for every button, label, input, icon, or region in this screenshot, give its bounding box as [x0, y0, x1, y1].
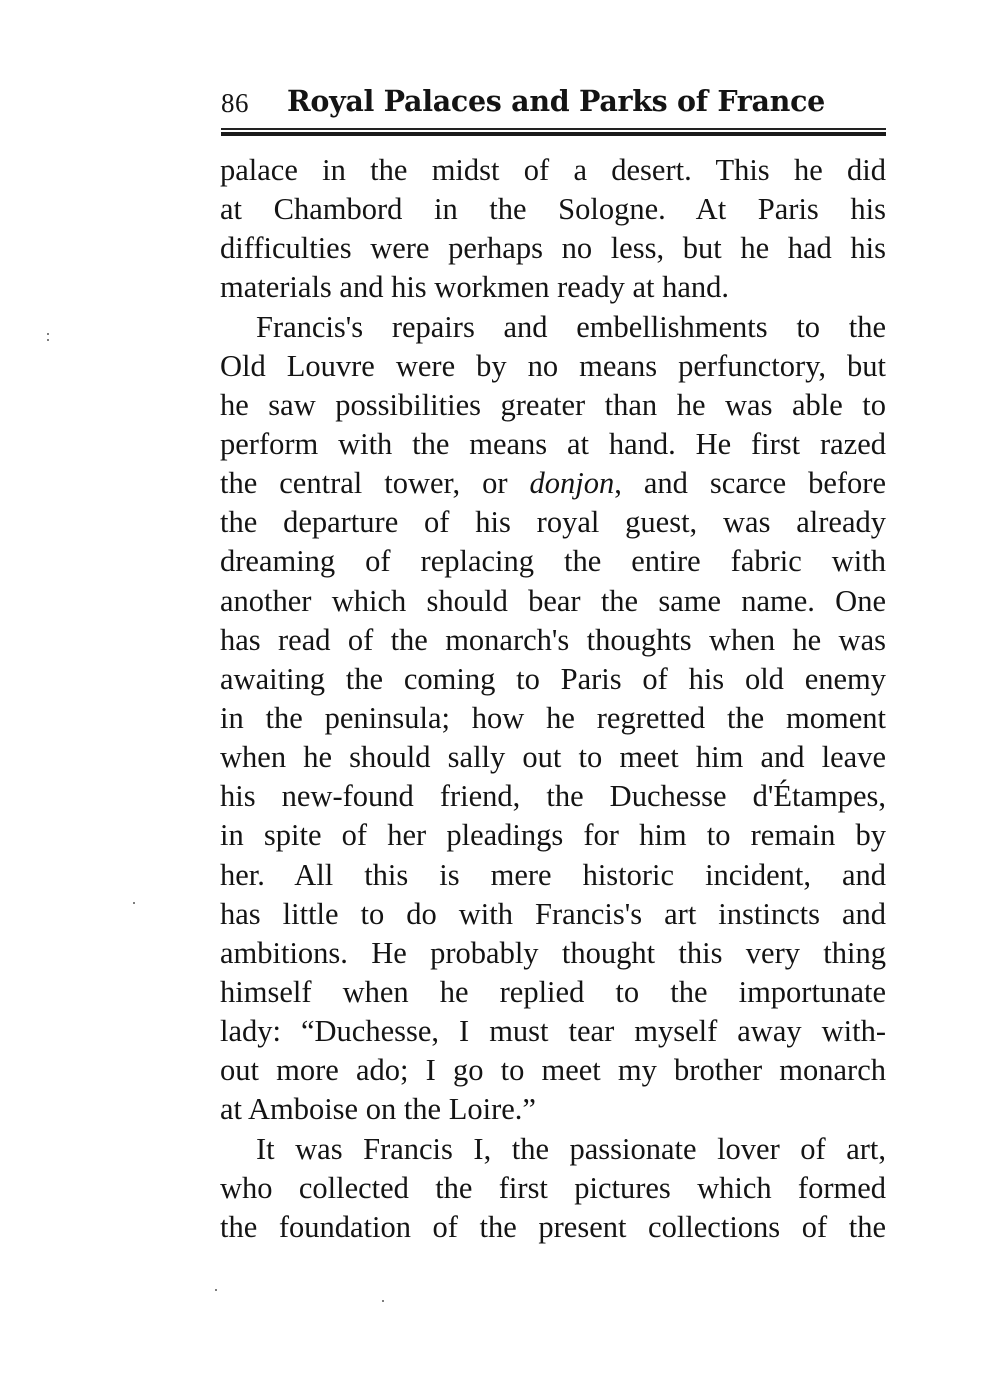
text-line: who collected the first pictures which formed: [220, 1170, 886, 1205]
text-line: the foundation of the present collections of the: [220, 1209, 886, 1244]
scan-speck: [47, 339, 49, 341]
running-title: Royal Palaces and Parks of France: [287, 84, 825, 118]
paragraph-3: [220, 1130, 886, 1247]
scan-speck: [47, 333, 49, 335]
line-lead: the central tower, or: [220, 466, 530, 501]
text-line: awaiting the coming to Paris of his old enemy: [220, 661, 886, 696]
text-line: materials and his workmen ready at hand.: [220, 270, 730, 305]
scan-speck: [382, 1300, 384, 1302]
scan-speck: [133, 902, 135, 904]
text-line: when he should sally out to meet him and leave: [220, 740, 886, 775]
text-line: he saw possibilities greater than he was able to: [220, 387, 886, 422]
text-line: has little to do with Francis's art instincts and: [220, 896, 886, 931]
text-line: the departure of his royal guest, was already: [220, 505, 886, 540]
text-line: out more ado; I go to meet my brother monarch: [220, 1053, 886, 1088]
text-line: at Chambord in the Sologne. At Paris his: [220, 192, 886, 227]
text-line: his new-found friend, the Duchesse d'Étampes,: [220, 779, 886, 814]
header-rule-thick: [221, 132, 886, 136]
text-line: has read of the monarch's thoughts when he was: [220, 622, 886, 657]
text-line: ambitions. He probably thought this very thing: [220, 935, 886, 970]
paragraph-1: [220, 151, 886, 308]
text-line: dreaming of replacing the entire fabric with: [220, 544, 886, 579]
text-line: at Amboise on the Loire.”: [220, 1092, 536, 1127]
text-line: It was Francis I, the passionate lover of art,: [256, 1131, 886, 1166]
body-text: [220, 151, 886, 1247]
text-line: in the peninsula; how he regretted the moment: [220, 700, 886, 735]
text-line: himself when he replied to the importunate: [220, 974, 886, 1009]
text-line: her. All this is mere historic incident, and: [220, 857, 886, 892]
text-line: palace in the midst of a desert. This he did: [220, 153, 886, 187]
italic-word: donjon: [529, 466, 615, 501]
text-line: lady: “Duchesse, I must tear myself away with-: [220, 1014, 886, 1049]
page-number: 86: [221, 88, 249, 118]
text-line-italic: [220, 464, 886, 503]
text-line: difficulties were perhaps no less, but he had his: [220, 231, 886, 266]
header-rule-thin: [221, 128, 886, 130]
page-header: [221, 84, 886, 124]
text-line: in spite of her pleadings for him to remain by: [220, 818, 886, 853]
text-line: Old Louvre were by no means perfunctory, but: [220, 348, 886, 383]
text-line: Francis's repairs and embellishments to the: [256, 309, 886, 344]
text-line: perform with the means at hand. He first razed: [220, 426, 886, 461]
scan-speck: [215, 1289, 217, 1291]
text-line: another which should bear the same name. One: [220, 583, 886, 618]
paragraph-2: [220, 308, 886, 1130]
line-tail: , and scarce before: [614, 466, 886, 501]
